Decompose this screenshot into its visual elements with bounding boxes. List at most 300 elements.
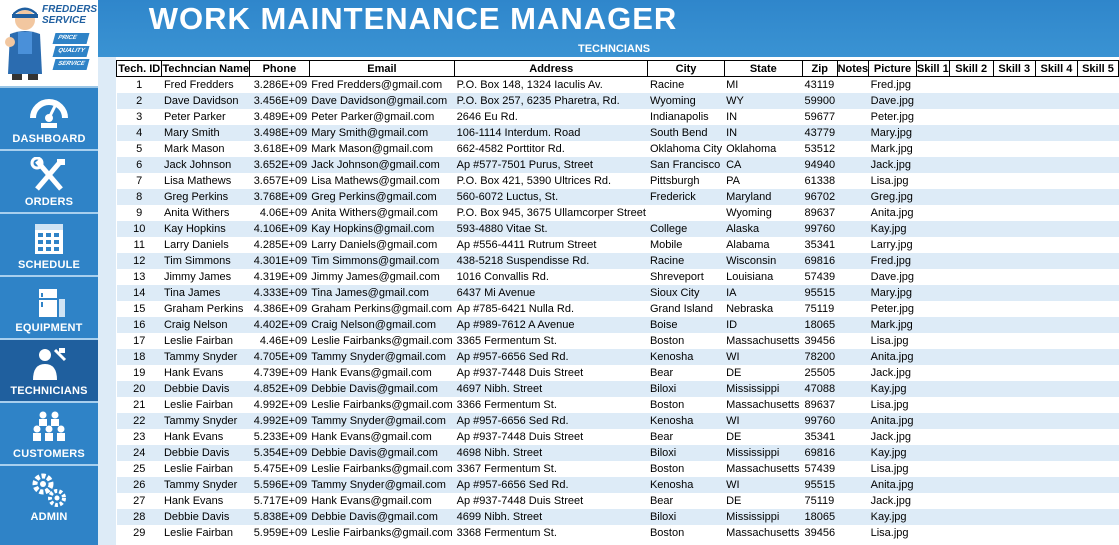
table-cell[interactable]: Kay Hopkins	[162, 221, 250, 237]
table-cell[interactable]: Leslie Fairban	[162, 461, 250, 477]
table-cell[interactable]: Mark Mason@gmail.com	[309, 141, 454, 157]
table-cell[interactable]: Debbie Davis@gmail.com	[309, 381, 454, 397]
table-cell[interactable]	[993, 141, 1035, 157]
table-cell[interactable]: IA	[724, 285, 802, 301]
table-cell[interactable]	[949, 253, 993, 269]
table-cell[interactable]: 4.705E+09	[250, 349, 310, 365]
table-cell[interactable]: 29	[117, 525, 162, 541]
table-cell[interactable]: Peter Parker	[162, 109, 250, 125]
table-cell[interactable]: 6	[117, 157, 162, 173]
table-cell[interactable]: Anita Withers@gmail.com	[309, 205, 454, 221]
table-cell[interactable]: 39456	[804, 335, 836, 347]
table-cell[interactable]: 5.838E+09	[250, 509, 310, 525]
table-cell[interactable]: Hank Evans@gmail.com	[309, 493, 454, 509]
table-cell[interactable]: Tammy Snyder	[162, 477, 250, 493]
table-cell[interactable]: Jack.jpg	[869, 365, 917, 381]
table-cell[interactable]	[949, 269, 993, 285]
table-cell[interactable]: Leslie Fairban	[162, 525, 250, 541]
table-cell[interactable]: 5.596E+09	[250, 477, 310, 493]
table-cell[interactable]: Hank Evans	[162, 365, 250, 381]
table-cell[interactable]: 3365 Fermentum St.	[455, 333, 648, 349]
table-cell[interactable]	[837, 429, 869, 445]
table-cell[interactable]: 15	[117, 301, 162, 317]
table-cell[interactable]: Wyoming	[724, 205, 802, 221]
table-row[interactable]	[117, 109, 1119, 125]
table-cell[interactable]: P.O. Box 148, 1324 Iaculis Av.	[455, 77, 648, 94]
table-cell[interactable]: 69816	[804, 255, 836, 267]
column-header[interactable]: Skill 1	[916, 62, 949, 75]
table-cell[interactable]	[837, 285, 869, 301]
table-row[interactable]	[117, 301, 1119, 317]
table-cell[interactable]	[1078, 461, 1119, 477]
table-cell[interactable]: Tim Simmons@gmail.com	[309, 253, 454, 269]
table-cell[interactable]	[949, 189, 993, 205]
table-cell[interactable]	[1035, 109, 1077, 125]
table-cell[interactable]: Mary Smith	[162, 125, 250, 141]
table-cell[interactable]	[949, 397, 993, 413]
table-cell[interactable]	[993, 301, 1035, 317]
table-cell[interactable]	[1078, 285, 1119, 301]
table-cell[interactable]: Kenosha	[648, 477, 724, 493]
table-cell[interactable]	[837, 93, 869, 109]
column-header[interactable]: Zip	[802, 61, 837, 77]
table-cell[interactable]: Jack.jpg	[869, 493, 917, 509]
table-cell[interactable]: 75119	[802, 493, 837, 509]
table-cell[interactable]: Boston	[648, 397, 724, 413]
table-cell[interactable]: 3.652E+09	[250, 157, 310, 173]
table-cell[interactable]	[837, 461, 869, 477]
table-cell[interactable]: 4.06E+09	[250, 205, 310, 221]
table-cell[interactable]	[916, 317, 949, 333]
table-cell[interactable]: Hank Evans	[162, 429, 250, 445]
table-cell[interactable]: Boston	[648, 333, 724, 349]
table-cell[interactable]	[949, 205, 993, 221]
table-cell[interactable]	[1035, 381, 1077, 397]
table-cell[interactable]	[837, 173, 869, 189]
table-cell[interactable]: WY	[724, 93, 802, 109]
table-cell[interactable]: 4.992E+09	[250, 413, 310, 429]
table-cell[interactable]	[837, 221, 869, 237]
table-cell[interactable]	[949, 445, 993, 461]
table-cell[interactable]: Fred Fredders@gmail.com	[309, 77, 454, 94]
table-cell[interactable]	[993, 77, 1035, 94]
table-cell[interactable]: 21	[117, 397, 162, 413]
table-cell[interactable]: Tina James	[162, 285, 250, 301]
table-cell[interactable]: 7	[117, 173, 162, 189]
table-cell[interactable]: Wyoming	[648, 93, 724, 109]
table-cell[interactable]	[837, 525, 869, 541]
table-cell[interactable]: Jimmy James@gmail.com	[309, 269, 454, 285]
table-cell[interactable]: IN	[724, 125, 802, 141]
table-cell[interactable]: Oklahoma City	[649, 143, 723, 155]
table-cell[interactable]: Mary Smith@gmail.com	[309, 125, 454, 141]
table-cell[interactable]: Tim Simmons	[162, 253, 250, 269]
table-cell[interactable]: 57439	[804, 463, 836, 475]
table-cell[interactable]: 3.456E+09	[250, 93, 310, 109]
table-cell[interactable]: Anita.jpg	[869, 349, 917, 365]
table-cell[interactable]	[993, 445, 1035, 461]
table-cell[interactable]: 3366 Fermentum St.	[455, 397, 648, 413]
table-cell[interactable]: 3.768E+09	[250, 189, 310, 205]
table-cell[interactable]: 4.285E+09	[250, 237, 310, 253]
table-cell[interactable]	[993, 253, 1035, 269]
table-cell[interactable]: 8	[117, 189, 162, 205]
table-cell[interactable]	[949, 381, 993, 397]
table-cell[interactable]: Lisa.jpg	[869, 173, 917, 189]
table-cell[interactable]: Mississippi	[724, 381, 802, 397]
table-cell[interactable]: 20	[117, 381, 162, 397]
table-cell[interactable]	[1078, 445, 1119, 461]
table-cell[interactable]: Tammy Snyder@gmail.com	[309, 349, 454, 365]
table-cell[interactable]: 89637	[804, 399, 836, 411]
table-cell[interactable]: Lisa.jpg	[869, 461, 917, 477]
table-cell[interactable]: Debbie Davis@gmail.com	[309, 445, 454, 461]
table-cell[interactable]: 4.992E+09	[250, 397, 310, 413]
table-cell[interactable]	[916, 285, 949, 301]
table-cell[interactable]: Debbie Davis@gmail.com	[309, 509, 454, 525]
table-cell[interactable]: 3	[117, 109, 162, 125]
table-cell[interactable]	[993, 365, 1035, 381]
table-cell[interactable]: Lisa.jpg	[869, 525, 917, 541]
table-cell[interactable]: 3368 Fermentum St.	[455, 525, 648, 541]
table-cell[interactable]: Ap #957-6656 Sed Rd.	[455, 477, 648, 493]
table-cell[interactable]	[916, 445, 949, 461]
table-cell[interactable]: Larry Daniels@gmail.com	[309, 237, 454, 253]
table-cell[interactable]	[1078, 109, 1119, 125]
table-cell[interactable]	[837, 477, 869, 493]
table-cell[interactable]: 10	[117, 221, 162, 237]
table-cell[interactable]: Craig Nelson@gmail.com	[309, 317, 454, 333]
table-cell[interactable]	[993, 157, 1035, 173]
table-cell[interactable]: 57439	[804, 271, 836, 283]
table-cell[interactable]	[993, 381, 1035, 397]
table-cell[interactable]: Leslie Fairban	[162, 397, 250, 413]
table-cell[interactable]: Graham Perkins@gmail.com	[309, 301, 454, 317]
table-cell[interactable]	[1035, 301, 1077, 317]
table-cell[interactable]	[1078, 253, 1119, 269]
table-cell[interactable]	[993, 189, 1035, 205]
table-cell[interactable]	[837, 317, 869, 333]
table-cell[interactable]	[1035, 445, 1077, 461]
table-cell[interactable]: Hank Evans	[162, 493, 250, 509]
table-row[interactable]	[117, 461, 1119, 477]
table-cell[interactable]	[993, 349, 1035, 365]
table-cell[interactable]: 39456	[804, 527, 836, 539]
table-cell[interactable]	[916, 109, 949, 125]
nav-dashboard[interactable]	[0, 88, 98, 151]
column-header[interactable]: Address	[455, 61, 648, 77]
table-cell[interactable]: PA	[724, 173, 802, 189]
table-cell[interactable]: Debbie Davis	[162, 381, 250, 397]
table-cell[interactable]: Debbie Davis	[162, 445, 250, 461]
table-cell[interactable]: Jimmy James	[162, 269, 250, 285]
table-cell[interactable]	[949, 477, 993, 493]
column-header[interactable]: Skill 5	[1078, 61, 1119, 77]
table-cell[interactable]	[1035, 269, 1077, 285]
table-cell[interactable]: Lisa Mathews	[162, 173, 250, 189]
table-cell[interactable]	[949, 285, 993, 301]
table-cell[interactable]: Greg.jpg	[869, 189, 917, 205]
table-cell[interactable]: 22	[117, 413, 162, 429]
table-cell[interactable]: Boise	[648, 317, 724, 333]
table-cell[interactable]	[1078, 365, 1119, 381]
table-cell[interactable]: Ap #957-6656 Sed Rd.	[455, 413, 648, 429]
table-cell[interactable]	[1035, 285, 1077, 301]
table-row[interactable]	[117, 413, 1119, 429]
table-cell[interactable]: 59677	[804, 111, 836, 123]
table-cell[interactable]: Wisconsin	[724, 253, 802, 269]
table-cell[interactable]: Mark.jpg	[869, 141, 917, 157]
table-cell[interactable]: Kay.jpg	[869, 509, 917, 525]
table-cell[interactable]	[1035, 205, 1077, 221]
table-cell[interactable]: WI	[724, 349, 802, 365]
table-cell[interactable]	[1035, 237, 1077, 253]
table-cell[interactable]: 4.319E+09	[250, 269, 310, 285]
table-cell[interactable]	[837, 253, 869, 269]
table-cell[interactable]	[1078, 381, 1119, 397]
table-cell[interactable]: 4699 Nibh. Street	[455, 509, 648, 525]
table-cell[interactable]: Ap #957-6656 Sed Rd.	[455, 349, 648, 365]
table-cell[interactable]	[1078, 157, 1119, 173]
table-cell[interactable]	[949, 77, 993, 94]
table-cell[interactable]	[837, 381, 869, 397]
table-cell[interactable]	[1078, 173, 1119, 189]
table-cell[interactable]: Lisa.jpg	[869, 333, 917, 349]
table-cell[interactable]: Jack Johnson	[162, 157, 250, 173]
table-cell[interactable]: Ap #785-6421 Nulla Rd.	[455, 301, 648, 317]
table-cell[interactable]	[916, 525, 949, 541]
table-cell[interactable]: 2	[117, 93, 162, 109]
table-cell[interactable]: Grand Island	[648, 301, 724, 317]
nav-orders[interactable]	[0, 151, 98, 214]
table-cell[interactable]: 11	[117, 237, 162, 253]
table-cell[interactable]	[993, 397, 1035, 413]
table-cell[interactable]	[837, 109, 869, 125]
table-cell[interactable]: Nebraska	[724, 301, 802, 317]
table-cell[interactable]	[1035, 77, 1077, 94]
table-cell[interactable]	[1035, 189, 1077, 205]
table-cell[interactable]: Kay.jpg	[869, 445, 917, 461]
table-cell[interactable]: Fred.jpg	[869, 77, 917, 94]
table-cell[interactable]	[993, 333, 1035, 349]
table-cell[interactable]	[993, 93, 1035, 109]
table-cell[interactable]	[1078, 269, 1119, 285]
table-row[interactable]	[117, 221, 1119, 237]
table-row[interactable]	[117, 93, 1119, 109]
column-header[interactable]: City	[648, 61, 724, 77]
table-cell[interactable]	[1035, 477, 1077, 493]
table-cell[interactable]: 4.739E+09	[250, 365, 310, 381]
table-cell[interactable]: 28	[117, 509, 162, 525]
table-cell[interactable]	[993, 509, 1035, 525]
table-cell[interactable]	[916, 221, 949, 237]
table-cell[interactable]: 35341	[804, 431, 836, 443]
table-cell[interactable]: 5.354E+09	[250, 445, 310, 461]
table-cell[interactable]	[916, 125, 949, 141]
table-cell[interactable]: Anita.jpg	[869, 205, 917, 221]
column-header[interactable]: Notes	[837, 62, 869, 75]
table-cell[interactable]	[916, 237, 949, 253]
table-cell[interactable]: 78200	[804, 351, 836, 363]
table-row[interactable]	[117, 253, 1119, 269]
table-cell[interactable]	[1078, 525, 1119, 541]
table-cell[interactable]: Greg Perkins@gmail.com	[309, 189, 454, 205]
table-cell[interactable]: Sioux City	[648, 285, 724, 301]
table-cell[interactable]: Ap #937-7448 Duis Street	[455, 365, 648, 381]
table-cell[interactable]: 24	[117, 445, 162, 461]
column-header[interactable]: Picture	[869, 61, 917, 77]
table-cell[interactable]: 99760	[804, 415, 836, 427]
column-header[interactable]: Techncian Name	[162, 62, 250, 75]
table-cell[interactable]: Mark.jpg	[869, 317, 917, 333]
table-cell[interactable]: 13	[117, 269, 162, 285]
table-cell[interactable]	[993, 477, 1035, 493]
table-cell[interactable]: 17	[117, 333, 162, 349]
table-cell[interactable]: 35341	[804, 239, 836, 251]
table-cell[interactable]: Pittsburgh	[648, 173, 724, 189]
table-cell[interactable]: Greg Perkins	[162, 189, 250, 205]
table-cell[interactable]	[837, 365, 869, 381]
table-cell[interactable]	[1035, 125, 1077, 141]
table-cell[interactable]: Kay.jpg	[869, 381, 917, 397]
table-cell[interactable]	[648, 205, 724, 221]
table-cell[interactable]	[1035, 349, 1077, 365]
table-cell[interactable]	[1078, 509, 1119, 525]
table-cell[interactable]: Mary.jpg	[869, 285, 917, 301]
table-cell[interactable]	[837, 445, 869, 461]
table-cell[interactable]: 18	[117, 349, 162, 365]
table-cell[interactable]	[949, 317, 993, 333]
table-cell[interactable]	[949, 157, 993, 173]
table-cell[interactable]: 4697 Nibh. Street	[455, 381, 648, 397]
table-cell[interactable]: 95515	[804, 479, 836, 491]
table-row[interactable]	[117, 237, 1119, 253]
table-cell[interactable]: 438-5218 Suspendisse Rd.	[455, 253, 648, 269]
table-cell[interactable]: Bear	[648, 365, 724, 381]
table-cell[interactable]	[916, 413, 949, 429]
table-cell[interactable]: WI	[724, 477, 802, 493]
table-cell[interactable]	[1035, 253, 1077, 269]
table-cell[interactable]: 47088	[804, 383, 836, 395]
table-cell[interactable]	[916, 477, 949, 493]
table-cell[interactable]	[916, 365, 949, 381]
table-row[interactable]	[117, 141, 1119, 157]
table-cell[interactable]	[1035, 509, 1077, 525]
table-cell[interactable]: Lisa.jpg	[869, 397, 917, 413]
table-cell[interactable]	[1078, 397, 1119, 413]
nav-admin[interactable]	[0, 466, 98, 545]
table-cell[interactable]: Dave Davidson@gmail.com	[309, 93, 454, 109]
column-header[interactable]: Phone	[250, 61, 310, 77]
column-header[interactable]: Skill 2	[949, 61, 993, 77]
table-cell[interactable]	[949, 525, 993, 541]
table-cell[interactable]: Bear	[648, 493, 724, 509]
column-header[interactable]: Tech. ID	[118, 62, 161, 75]
table-cell[interactable]	[916, 509, 949, 525]
table-cell[interactable]	[916, 333, 949, 349]
table-cell[interactable]: Peter Parker@gmail.com	[309, 109, 454, 125]
table-cell[interactable]	[1078, 333, 1119, 349]
table-cell[interactable]: 75119	[802, 301, 837, 317]
table-cell[interactable]: Mark Mason	[162, 141, 250, 157]
table-cell[interactable]	[1078, 93, 1119, 109]
table-cell[interactable]	[916, 349, 949, 365]
column-header[interactable]: Skill 4	[1035, 61, 1077, 77]
table-cell[interactable]: 43779	[804, 127, 836, 139]
table-row[interactable]	[117, 333, 1119, 349]
table-cell[interactable]: Leslie Fairbanks@gmail.com	[311, 463, 453, 475]
table-cell[interactable]: Dave Davidson	[162, 93, 250, 109]
table-cell[interactable]: Craig Nelson	[162, 317, 250, 333]
table-cell[interactable]: 4.386E+09	[250, 301, 310, 317]
table-cell[interactable]: 23	[117, 429, 162, 445]
table-cell[interactable]: 16	[117, 317, 162, 333]
table-cell[interactable]: P.O. Box 257, 6235 Pharetra, Rd.	[455, 93, 648, 109]
table-cell[interactable]: 593-4880 Vitae St.	[455, 221, 648, 237]
table-cell[interactable]	[1035, 157, 1077, 173]
table-cell[interactable]	[837, 77, 869, 94]
table-cell[interactable]	[949, 413, 993, 429]
column-header[interactable]: State	[724, 61, 802, 77]
table-cell[interactable]: 5.475E+09	[250, 461, 310, 477]
table-cell[interactable]: MI	[724, 77, 802, 94]
table-cell[interactable]: Jack.jpg	[869, 157, 917, 173]
table-cell[interactable]: Kay.jpg	[869, 221, 917, 237]
table-cell[interactable]: Louisiana	[724, 269, 802, 285]
table-cell[interactable]	[1078, 429, 1119, 445]
table-cell[interactable]: Alaska	[724, 221, 802, 237]
table-cell[interactable]: 19	[117, 365, 162, 381]
table-cell[interactable]: 5.233E+09	[250, 429, 310, 445]
column-header[interactable]: Email	[309, 61, 454, 77]
table-cell[interactable]	[993, 221, 1035, 237]
table-cell[interactable]: Hank Evans@gmail.com	[309, 429, 454, 445]
table-cell[interactable]	[916, 189, 949, 205]
table-cell[interactable]: Tammy Snyder@gmail.com	[309, 413, 454, 429]
table-cell[interactable]: 4.402E+09	[250, 317, 310, 333]
table-cell[interactable]	[1078, 77, 1119, 94]
table-cell[interactable]: 4.46E+09	[250, 333, 310, 349]
table-cell[interactable]: 99760	[804, 223, 836, 235]
table-cell[interactable]: Frederick	[648, 189, 724, 205]
table-cell[interactable]	[1035, 429, 1077, 445]
table-cell[interactable]: Boston	[648, 461, 724, 477]
table-cell[interactable]: 94940	[804, 159, 836, 171]
table-cell[interactable]	[837, 301, 869, 317]
table-cell[interactable]	[1035, 413, 1077, 429]
table-cell[interactable]: 96702	[804, 191, 836, 203]
table-cell[interactable]: Biloxi	[648, 381, 724, 397]
table-cell[interactable]: 3.657E+09	[250, 173, 310, 189]
table-cell[interactable]: Biloxi	[648, 509, 724, 525]
table-cell[interactable]: 5	[117, 141, 162, 157]
table-cell[interactable]	[993, 429, 1035, 445]
table-cell[interactable]: Ap #937-7448 Duis Street	[455, 429, 648, 445]
table-cell[interactable]	[949, 509, 993, 525]
table-cell[interactable]: Debbie Davis	[162, 509, 250, 525]
table-cell[interactable]	[916, 461, 949, 477]
table-cell[interactable]	[993, 525, 1035, 541]
table-cell[interactable]	[837, 157, 869, 173]
table-cell[interactable]: Kenosha	[648, 349, 724, 365]
table-cell[interactable]	[916, 157, 949, 173]
table-cell[interactable]: College	[648, 221, 724, 237]
table-cell[interactable]: Leslie Fairban	[162, 333, 250, 349]
table-cell[interactable]: 61338	[804, 175, 836, 187]
table-cell[interactable]: Bear	[648, 429, 724, 445]
table-cell[interactable]	[916, 493, 949, 509]
table-cell[interactable]: 4	[117, 125, 162, 141]
